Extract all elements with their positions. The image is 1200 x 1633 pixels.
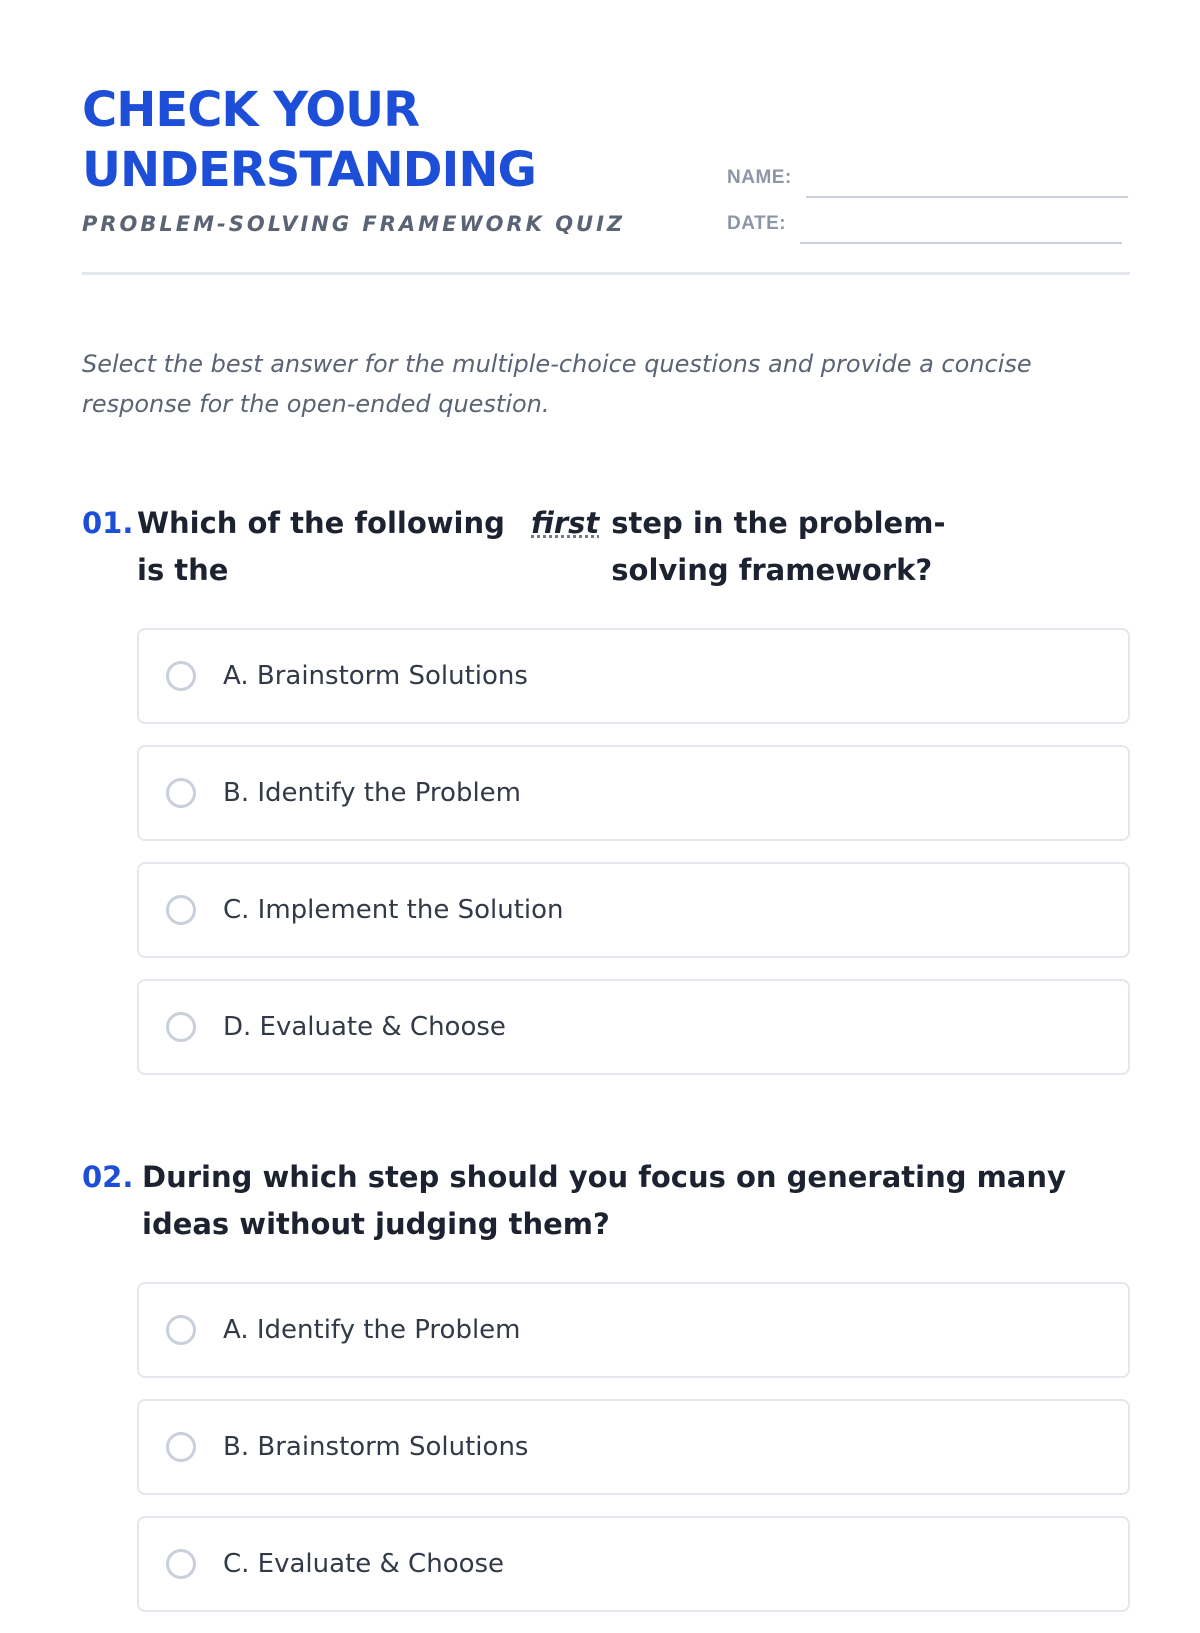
- quiz-header: [82, 80, 1130, 275]
- page-subtitle: PROBLEM-SOLVING FRAMEWORK QUIZ: [82, 212, 626, 236]
- name-field: [727, 166, 1128, 190]
- question-2: [82, 1154, 1130, 1633]
- radio-button[interactable]: [166, 1432, 196, 1462]
- option-label: D. Evaluate & Choose: [223, 1012, 506, 1042]
- question-1-option-b[interactable]: [137, 745, 1130, 841]
- option-label: B. Identify the Problem: [223, 778, 522, 808]
- question-2-option-b[interactable]: [137, 1399, 1130, 1495]
- question-2-options: [137, 1282, 1130, 1612]
- question-1-text-before: Which of the following is the: [137, 506, 505, 587]
- page-title: [82, 80, 642, 200]
- option-label: A. Identify the Problem: [223, 1315, 521, 1345]
- question-1: [82, 500, 1130, 1096]
- quiz-page: [82, 80, 1130, 1579]
- date-input-line[interactable]: [800, 242, 1122, 244]
- question-1-heading: [82, 500, 1130, 594]
- radio-button[interactable]: [166, 1315, 196, 1345]
- title-line-2: UNDERSTANDING: [82, 142, 536, 198]
- option-label: A. Brainstorm Solutions: [223, 661, 528, 691]
- option-label: C. Implement the Solution: [223, 895, 564, 925]
- question-1-text-after: step in the problem-solving framework?: [611, 506, 946, 587]
- date-label: DATE:: [727, 213, 787, 234]
- radio-button[interactable]: [166, 661, 196, 691]
- radio-button[interactable]: [166, 778, 196, 808]
- radio-button[interactable]: [166, 1012, 196, 1042]
- option-label: B. Brainstorm Solutions: [223, 1432, 529, 1462]
- name-label: NAME:: [727, 167, 792, 188]
- radio-button[interactable]: [166, 1549, 196, 1579]
- question-2-option-a[interactable]: [137, 1282, 1130, 1378]
- question-1-text: [137, 500, 1051, 594]
- date-field: [727, 212, 1122, 236]
- title-line-1: CHECK YOUR: [82, 82, 420, 138]
- question-2-text: During which step should you focus on generating many ideas without judging them?: [142, 1160, 1066, 1241]
- question-1-option-c[interactable]: [137, 862, 1130, 958]
- radio-button[interactable]: [166, 895, 196, 925]
- option-label: C. Evaluate & Choose: [223, 1549, 505, 1579]
- question-2-heading: [82, 1154, 1130, 1248]
- question-1-option-a[interactable]: [137, 628, 1130, 724]
- question-2-option-c[interactable]: [137, 1516, 1130, 1612]
- question-2-number: 02.: [82, 1160, 134, 1194]
- question-1-number: 01.: [82, 506, 134, 540]
- question-1-text-emphasis: first: [531, 506, 600, 540]
- name-input-line[interactable]: [806, 196, 1128, 198]
- question-1-options: [137, 628, 1130, 1075]
- question-1-option-d[interactable]: [137, 979, 1130, 1075]
- instructions-text: Select the best answer for the multiple-choice questions and provide a concise response for the open-ended question.: [82, 350, 1032, 418]
